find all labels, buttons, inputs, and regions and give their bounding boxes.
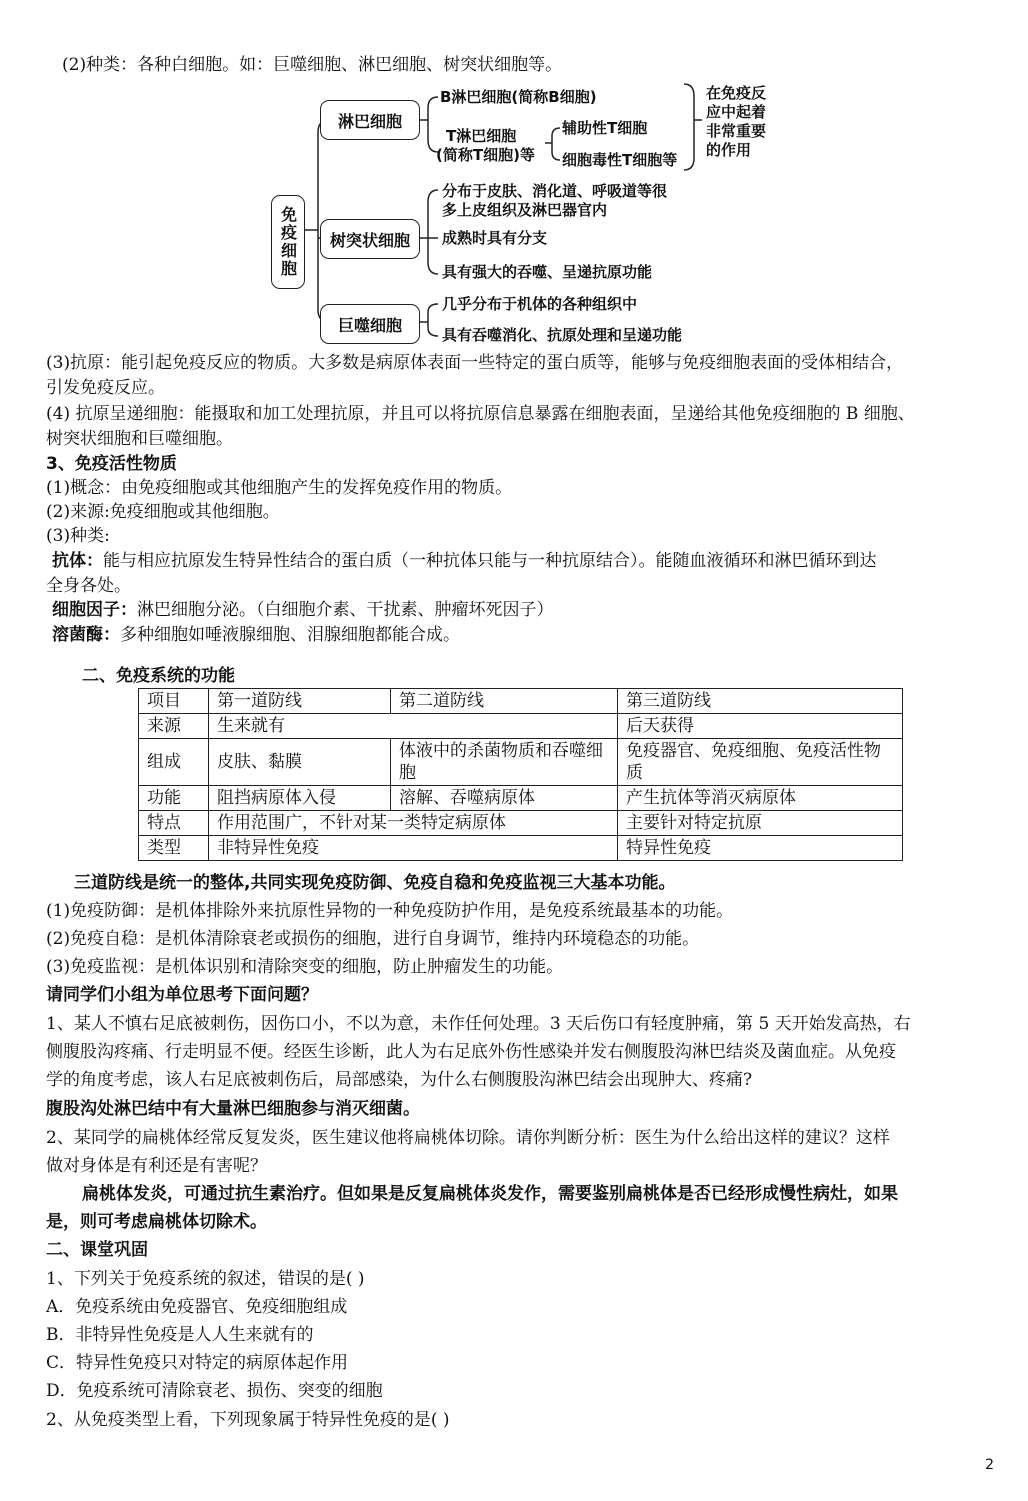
discussion-heading: 请同学们小组为单位思考下面问题？ <box>46 985 318 1005</box>
table-cell: 第一道防线 <box>209 689 391 714</box>
q1-line-3: 学的角度考虑，该人右足底被刺伤后，局部感染，为什么右侧腹股沟淋巴结会出现肿大、疼痛? <box>46 1070 753 1090</box>
functions-summary: 三道防线是统一的整体,共同实现免疫防御、免疫自稳和免疫监视三大基本功能。 <box>74 873 676 893</box>
table-row <box>139 739 903 786</box>
table-cell: 生来就有 <box>209 714 618 739</box>
lysozyme-text: 多种细胞如唾液腺细胞、泪腺细胞都能合成。 <box>120 625 460 645</box>
table-cell: 第三道防线 <box>618 689 903 714</box>
role-line-3: 非常重要 <box>706 122 767 140</box>
root-label: 免疫细胞 <box>278 206 298 278</box>
dendritic-label: 树突状细胞 <box>329 230 410 250</box>
functions-heading: 二、免疫系统的功能 <box>82 666 235 686</box>
dendritic-desc-1b: 多上皮组织及淋巴器官内 <box>442 201 608 219</box>
q1-line-2: 侧腹股沟疼痛、行走明显不便。经医生诊断，此人为右足底外伤性感染并发右侧腹股沟淋巴结炎及菌血症。从免疫 <box>46 1042 896 1062</box>
table-cell: 主要针对特定抗原 <box>618 811 903 836</box>
lysozyme-label: 溶菌酶： <box>52 625 120 645</box>
table-row <box>139 786 903 811</box>
a2-line-2: 是，则可考虑扁桃体切除术。 <box>46 1212 267 1232</box>
dendritic-box <box>320 219 420 259</box>
table-cell: 第二道防线 <box>391 689 618 714</box>
t-cell-text-2: (简称T细胞)等 <box>436 146 535 164</box>
apc-line-1: (4) 抗原呈递细胞：能摄取和加工处理抗原，并且可以将抗原信息暴露在细胞表面，呈递给其他免疫细胞的 B 细胞、 <box>46 404 915 424</box>
table-cell: 溶解、吞噬病原体 <box>391 786 618 811</box>
function-surveillance: (3)免疫监视：是机体识别和清除突变的细胞，防止肿瘤发生的功能。 <box>46 957 564 977</box>
defense-lines-table <box>138 688 903 861</box>
active-kinds: (3)种类: <box>46 526 110 546</box>
a2-line-1: 扁桃体发炎，可通过抗生素治疗。但如果是反复扁桃体炎发作，需要鉴别扁桃体是否已经形成慢性病灶，如果 <box>82 1184 898 1204</box>
helper-t-text: 辅助性T细胞 <box>562 119 648 137</box>
macrophage-box <box>320 304 420 344</box>
option-b: B．非特异性免疫是人人生来就有的 <box>46 1325 314 1345</box>
option-d: D．免疫系统可清除衰老、损伤、突变的细胞 <box>46 1381 383 1401</box>
q2-line-1: 2、某同学的扁桃体经常反复发炎，医生建议他将扁桃体切除。请你判断分析：医生为什么给出这样的建议？这样 <box>46 1128 890 1148</box>
antibody-text: 能与相应抗原发生特异性结合的蛋白质（一种抗体只能与一种抗原结合）。能随血液循环和淋巴循环到达 <box>103 551 877 571</box>
macrophage-label: 巨噬细胞 <box>337 315 402 335</box>
role-line-1: 在免疫反 <box>706 84 767 102</box>
table-cell: 皮肤、黏膜 <box>209 739 391 786</box>
cytokine-line <box>52 598 554 623</box>
table-row <box>139 714 903 739</box>
antibody-line-1 <box>52 549 877 574</box>
t-cell-text-1: T淋巴细胞 <box>446 127 517 145</box>
antibody-line-2: 全身各处。 <box>46 576 131 596</box>
dendritic-desc-1a: 分布于皮肤、消化道、呼吸道等很 <box>442 182 668 200</box>
macrophage-desc-2: 具有吞噬消化、抗原处理和呈递功能 <box>442 326 683 344</box>
active-source: (2)来源:免疫细胞或其他细胞。 <box>46 502 280 522</box>
table-cell: 项目 <box>139 689 209 714</box>
table-cell: 类型 <box>139 836 209 861</box>
antibody-label: 抗体： <box>52 551 103 571</box>
types-line: (2)种类：各种白细胞。如：巨噬细胞、淋巴细胞、树突状细胞等。 <box>62 55 563 75</box>
dendritic-desc-3: 具有强大的吞噬、呈递抗原功能 <box>442 263 653 281</box>
table-cell: 阻挡病原体入侵 <box>209 786 391 811</box>
table-row <box>139 811 903 836</box>
table-cell: 功能 <box>139 786 209 811</box>
lymph-box <box>320 100 420 140</box>
function-homeostasis: (2)免疫自稳：是机体清除衰老或损伤的细胞，进行自身调节，维持内环境稳态的功能。 <box>46 929 700 949</box>
antigen-line-1: (3)抗原：能引起免疫反应的物质。大多数是病原体表面一些特定的蛋白质等，能够与免疫细胞表面的受体相结合， <box>46 353 904 373</box>
table-row <box>139 836 903 861</box>
active-heading: 3、免疫活性物质 <box>46 454 177 474</box>
table-row <box>139 689 903 714</box>
lysozyme-line <box>52 623 460 648</box>
option-a: A．免疫系统由免疫器官、免疫细胞组成 <box>46 1297 348 1317</box>
b-cell-text: B淋巴细胞(简称B细胞) <box>440 88 597 106</box>
table-cell: 作用范围广，不针对某一类特定病原体 <box>209 811 618 836</box>
role-line-4: 的作用 <box>706 141 752 159</box>
antigen-line-2: 引发免疫反应。 <box>46 378 165 398</box>
cytokine-text: 淋巴细胞分泌。（白细胞介素、干扰素、肿瘤坏死因子） <box>137 600 554 620</box>
page-number: 2 <box>985 1457 994 1473</box>
table-cell: 后天获得 <box>618 714 903 739</box>
table-cell: 来源 <box>139 714 209 739</box>
review-q1: 1、下列关于免疫系统的叙述，错误的是( ) <box>46 1269 365 1289</box>
table-cell: 免疫器官、免疫细胞、免疫活性物质 <box>618 739 903 786</box>
option-c: C．特异性免疫只对特定的病原体起作用 <box>46 1353 349 1373</box>
macrophage-desc-1: 几乎分布于机体的各种组织中 <box>442 295 638 313</box>
function-defense: (1)免疫防御：是机体排除外来抗原性异物的一种免疫防护作用，是免疫系统最基本的功能。 <box>46 901 734 921</box>
table-cell: 组成 <box>139 739 209 786</box>
dendritic-desc-2: 成熟时具有分支 <box>442 229 548 247</box>
table-cell: 非特异性免疫 <box>209 836 618 861</box>
active-concept: (1)概念：由免疫细胞或其他细胞产生的发挥免疫作用的物质。 <box>46 478 513 498</box>
lymph-label: 淋巴细胞 <box>337 111 402 131</box>
role-line-2: 应中起着 <box>706 103 767 121</box>
q1-line-1: 1、某人不慎右足底被刺伤，因伤口小，不以为意，未作任何处理。3 天后伤口有轻度肿痛，第 5 天开始发高热，右 <box>46 1014 911 1034</box>
apc-line-2: 树突状细胞和巨噬细胞。 <box>46 429 233 449</box>
table-cell: 特点 <box>139 811 209 836</box>
table-cell: 特异性免疫 <box>618 836 903 861</box>
review-heading: 二、课堂巩固 <box>46 1240 148 1260</box>
table-cell: 产生抗体等消灭病原体 <box>618 786 903 811</box>
a1: 腹股沟处淋巴结中有大量淋巴细胞参与消灭细菌。 <box>46 1099 420 1119</box>
cytokine-label: 细胞因子： <box>52 600 137 620</box>
review-q2: 2、从免疫类型上看，下列现象属于特异性免疫的是( ) <box>46 1410 450 1430</box>
root-box <box>271 195 305 289</box>
table-cell: 体液中的杀菌物质和吞噬细胞 <box>391 739 618 786</box>
cytotoxic-t-text: 细胞毒性T细胞等 <box>562 151 678 169</box>
q2-line-2: 做对身体是有利还是有害呢？ <box>46 1156 267 1176</box>
